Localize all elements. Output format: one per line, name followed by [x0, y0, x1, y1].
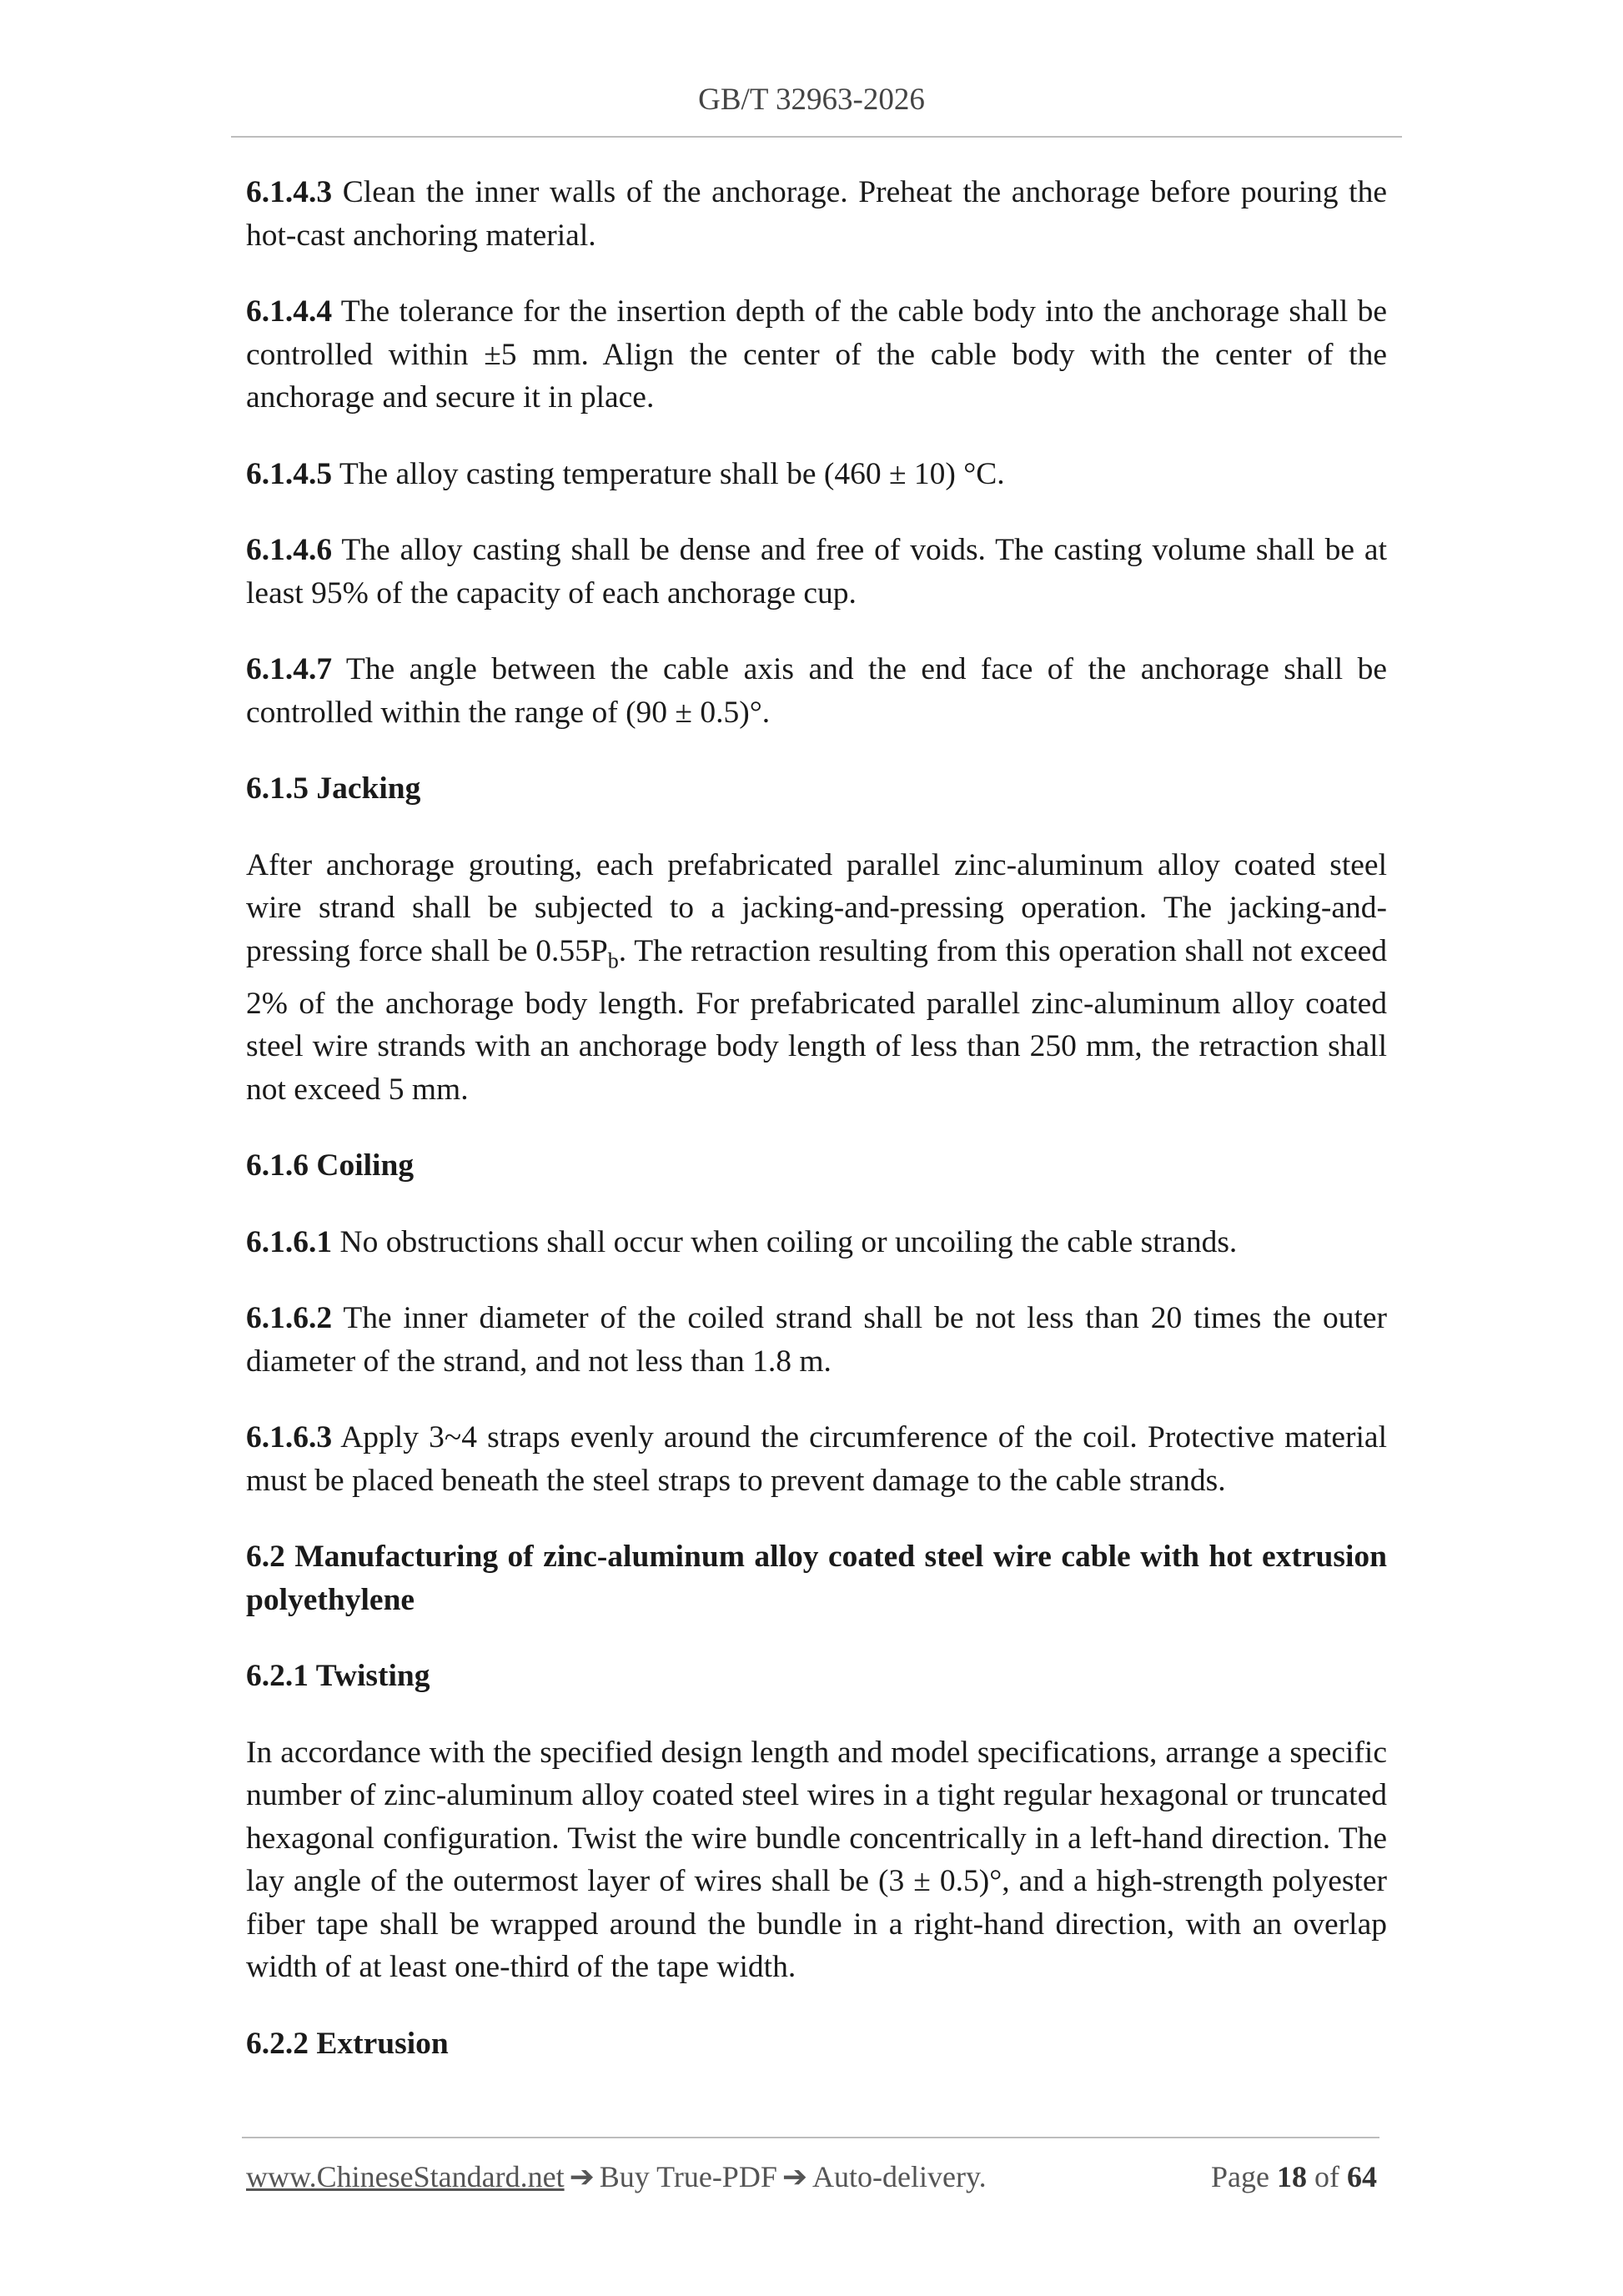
- clause-number: 6.1.4.3: [246, 175, 333, 209]
- arrow-right-icon: ➔: [569, 2160, 595, 2193]
- section-heading: 6.1.5 Jacking: [246, 771, 421, 806]
- of-label: of: [1314, 2160, 1339, 2193]
- clause-paragraph: [246, 1416, 1387, 1502]
- document-id: GB/T 32963-2026: [698, 83, 925, 117]
- page-indicator: [1211, 2159, 1377, 2194]
- buy-true-pdf-text: Buy True-PDF: [599, 2160, 777, 2193]
- clause-paragraph: [246, 529, 1387, 615]
- clause-number: 6.1.4.4: [246, 294, 333, 329]
- section-heading: 6.2.2 Extrusion: [246, 2026, 449, 2061]
- clause-text: The tolerance for the insertion depth of the cable body into the anchorage shall be controlled within ±5 mm. Align the center of the cable body with the center of the anchorage and secure it in place.: [246, 294, 1387, 414]
- clause-text: Apply 3~4 straps evenly around the circumference of the coil. Protective material must be placed beneath the steel straps to prevent damage to the cable strands.: [246, 1420, 1387, 1498]
- clause-number: 6.1.4.6: [246, 533, 333, 567]
- footer-links: [246, 2159, 987, 2194]
- current-page-number: 18: [1277, 2160, 1307, 2193]
- clause-paragraph: [246, 171, 1387, 257]
- clause-text: Clean the inner walls of the anchorage. Preheat the anchorage before pouring the hot-cast anchoring material.: [246, 175, 1387, 253]
- clause-paragraph: [246, 1221, 1387, 1264]
- clause-paragraph: [246, 290, 1387, 420]
- page-header: [0, 82, 1623, 118]
- clause-paragraph: [246, 1297, 1387, 1383]
- clause-number: 6.1.6.2: [246, 1301, 333, 1335]
- clause-paragraph: [246, 453, 1387, 496]
- document-body: [246, 171, 1387, 2098]
- clause-paragraph: [246, 844, 1387, 1112]
- page-label: Page: [1211, 2160, 1269, 2193]
- clause-text: The alloy casting shall be dense and free of voids. The casting volume shall be at least 95% of the capacity of each anchorage cup.: [246, 533, 1387, 610]
- clause-number: 6.1.4.7: [246, 652, 333, 686]
- clause-text: The inner diameter of the coiled strand shall be not less than 20 times the outer diameter of the strand, and not less than 1.8 m.: [246, 1301, 1387, 1379]
- clause-number: 6.1.6.3: [246, 1420, 333, 1454]
- arrow-right-icon: ➔: [781, 2160, 808, 2193]
- clause-number: 6.1.4.5: [246, 456, 333, 491]
- clause-paragraph: [246, 1731, 1387, 1989]
- clause-text: After anchorage grouting, each prefabricated parallel zinc-aluminum alloy coated steel wire strand shall be subjected to a jacking-and-pressing operation. The jacking-and-pressing force shall be $0.55P_b$. The retraction resulting from this operation shall not exceed 2% of the anchorage body length. For prefabricated parallel zinc-aluminum alloy coated steel wire strands with an anchorage body length of less than 250 mm, the retraction shall not exceed 5 mm.: [246, 847, 1388, 1107]
- total-pages-number: 64: [1347, 2160, 1377, 2193]
- auto-delivery-text: Auto-delivery.: [812, 2160, 987, 2193]
- clause-paragraph: [246, 648, 1387, 734]
- clause-text: The alloy casting temperature shall be (460 ± 10) °C.: [332, 456, 1005, 491]
- clause-text: No obstructions shall occur when coiling or uncoiling the cable strands.: [332, 1224, 1238, 1259]
- section-heading: 6.1.6 Coiling: [246, 1148, 415, 1183]
- section-heading: 6.2.1 Twisting: [246, 1659, 430, 1693]
- footer-divider: [242, 2137, 1379, 2138]
- header-divider: [231, 136, 1402, 138]
- clause-text: In accordance with the specified design length and model specifications, arrange a specific number of zinc-aluminum alloy coated steel wires in a tight regular hexagonal or truncated hexagonal configuration. Twist the wire bundle concentrically in a left-hand direction. The lay angle of the outermost layer of wires shall be (3 ± 0.5)°, and a high-strength polyester fiber tape shall be wrapped around the bundle in a right-hand direction, with an overlap width of at least one-third of the tape width.: [246, 1735, 1387, 1984]
- clause-text: The angle between the cable axis and the end face of the anchorage shall be controlled within the range of (90 ± 0.5)°.: [246, 652, 1387, 730]
- section-heading: 6.2 Manufacturing of zinc-aluminum alloy coated steel wire cable with hot extrusion polyethylene: [246, 1540, 1387, 1617]
- site-link[interactable]: www.ChineseStandard.net: [246, 2160, 565, 2193]
- clause-number: 6.1.6.1: [246, 1224, 333, 1259]
